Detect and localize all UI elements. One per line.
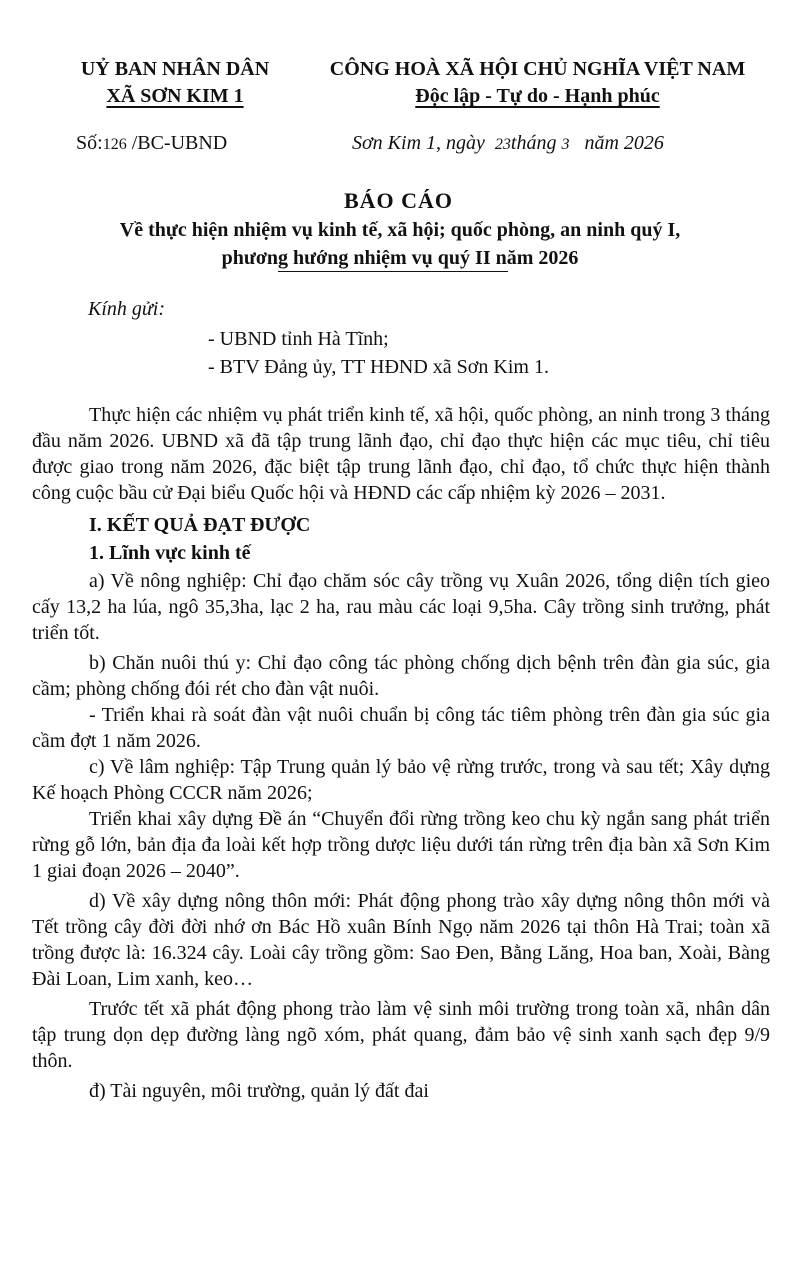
paragraph-livestock: b) Chăn nuôi thú y: Chỉ đạo công tác phòng chống dịch bệnh trên đàn gia súc, gia cầm; phòng chống đói rét cho đàn vật nuôi. [32,652,770,700]
date-prefix: Sơn Kim 1, ngày [352,132,495,154]
date-day: 23 [494,136,511,153]
document-date [352,132,664,155]
paragraph-forestry: c) Về lâm nghiệp: Tập Trung quản lý bảo vệ rừng trước, trong và sau tết; Xây dựng Kế hoạch Phòng CCCR năm 2026; [32,756,770,804]
date-month: 3 [561,136,570,153]
title-rule [278,271,508,272]
authority-line-2 [40,83,310,110]
motto: Độc lập - Tự do - Hạnh phúc [415,85,660,107]
country-name: CÔNG HOÀ XÃ HỘI CHỦ NGHĨA VIỆT NAM [329,58,746,80]
document-number-value: 126 [102,136,127,153]
paragraph-sanitation: Trước tết xã phát động phong trào làm vệ sinh môi trường trong toàn xã, nhân dân tập trung dọn dẹp đường làng ngõ xóm, phát quang, đảm bảo vệ sinh xanh sạch đẹp 9/9 thôn. [32,998,770,1072]
report-body [32,402,770,1104]
paragraph-forest-project: Triển khai xây dựng Đề án “Chuyển đổi rừng trồng keo chu kỳ ngắn sang phát triển rừng gỗ lớn, bản địa đa loài kết hợp trồng dược liệu dưới tán rừng trên địa bàn xã Sơn Kim 1 giai đoạn 2026 – 2040”. [32,808,770,882]
document-number-prefix: Số: [76,132,103,154]
date-mid: tháng [510,132,562,154]
document-title: BÁO CÁO [343,188,454,213]
motto-line [300,83,775,110]
section-heading: I. KẾT QUẢ ĐẠT ĐƯỢC [89,514,311,536]
paragraph-agriculture: a) Về nông nghiệp: Chỉ đạo chăm sóc cây trồng vụ Xuân 2026, tổng diện tích gieo cấy 13,2 ha lúa, ngô 35,3ha, lạc 2 ha, rau màu các loại 9,5ha. Cây trồng sinh trưởng, phát triển tốt. [32,570,770,644]
date-suffix: năm 2026 [569,132,664,154]
document-number-suffix: /BC-UBND [126,132,228,154]
issuing-authority [40,56,310,110]
intro-paragraph: Thực hiện các nhiệm vụ phát triển kinh tế, xã hội, quốc phòng, an ninh trong 3 tháng đầu năm 2026. UBND xã đã tập trung lãnh đạo, chỉ đạo thực hiện các mục tiêu, chỉ tiêu được giao trong năm 2026, đặc biệt tập trung lãnh đạo, chỉ đạo, tổ chức thực hiện thành công cuộc bầu cử Đại biểu Quốc hội và HĐND các cấp nhiệm kỳ 2026 – 2031. [32,404,770,504]
subtitle-line-1: Về thực hiện nhiệm vụ kinh tế, xã hội; quốc phòng, an ninh quý I, [119,219,681,241]
heading-natural-resources: đ) Tài nguyên, môi trường, quản lý đất đai [89,1080,429,1102]
national-title [300,56,775,110]
subtitle-line-2: phương hướng nhiệm vụ quý II năm 2026 [221,247,579,269]
paragraph-rural-development: d) Về xây dựng nông thôn mới: Phát động phong trào xây dựng nông thôn mới và Tết trồng cây đời đời nhớ ơn Bác Hồ xuân Bính Ngọ năm 2026 tại thôn Hà Trai; toàn xã trồng được là: 16.324 cây. Loài cây trồng gồm: Sao Đen, Bằng Lăng, Hoa ban, Xoài, Bàng Đài Loan, Lim xanh, keo… [32,890,770,990]
authority-line-1: UỶ BAN NHÂN DÂN [80,58,270,80]
paragraph-vaccination: - Triển khai rà soát đàn vật nuôi chuẩn bị công tác tiêm phòng trên đàn gia súc gia cầm đợt 1 năm 2026. [32,704,770,752]
document-subtitle [40,216,760,272]
document-number [76,132,227,155]
recipient-2: - BTV Đảng ủy, TT HĐND xã Sơn Kim 1. [208,356,549,378]
authority-name: XÃ SƠN KIM 1 [106,85,244,107]
subsection-heading: 1. Lĩnh vực kinh tế [89,542,251,564]
greeting: Kính gửi: [88,298,166,320]
recipient-1: - UBND tỉnh Hà Tĩnh; [208,328,389,350]
